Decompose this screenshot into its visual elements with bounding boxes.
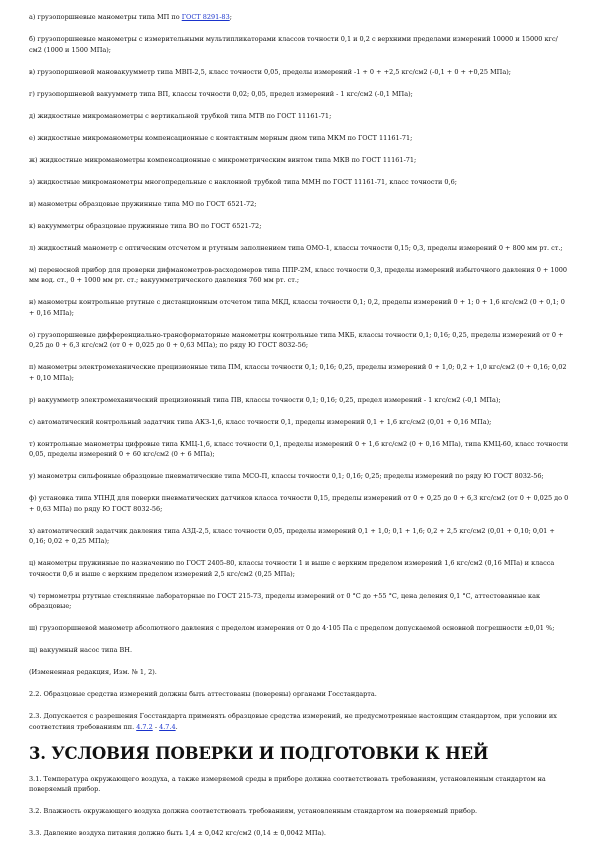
list-item: б) грузопоршневые манометры с измерительными мультипликаторами классов точности 0,1 и 0,2 с верхними пределами измерений 10000 и 15000 кгс/см2 (1000 и 1500 МПа); [29, 35, 558, 54]
section-heading: 3. УСЛОВИЯ ПОВЕРКИ И ПОДГОТОВКИ К НЕЙ [29, 743, 489, 763]
list-item: л) жидкостный манометр с оптическим отсчетом и ртутным заполнением типа ОМО-1, классы точности 0,15; 0,3, пределы измерений 0 + 800 мм рт. ст.; [29, 243, 563, 252]
list-item: ч) термометры ртутные стеклянные лабораторные по ГОСТ 215-73, пределы измерений от 0 °С до +55 °С, цена деления 0,1 °С, аттестованные как образцовые; [29, 591, 541, 610]
list-item: ц) манометры пружинные по назначению по ГОСТ 2405-80, классы точности 1 и выше с верхним пределом измерений 1,6 кгс/см2 (0,16 МПа) и класса точности 0,6 и выше с верхним пределом измерений 2,5 кгс/см2 (0,25 МПа); [29, 559, 555, 578]
list-item: д) жидкостные микроманометры с вертикальной трубкой типа МТВ по ГОСТ 11161-71; [29, 111, 332, 120]
list-item: ж) жидкостные микроманометры компенсационные с микрометрическим винтом типа МКВ по ГОСТ 11161-71; [29, 155, 417, 164]
paragraph-text: - [152, 722, 160, 731]
list-item: в) грузопоршневой мановакуумметр типа МВП-2,5, класс точности 0,05, пределы измерений -1 + 0 + +2,5 кгс/см2 (-0,1 + 0 + +0,25 МПа); [29, 67, 511, 76]
document-body [29, 12, 569, 850]
clause-2-2: 2.2. Образцовые средства измерений должны быть аттестованы (поверены) органами Госстандарта. [29, 690, 377, 698]
list-item: р) вакуумметр электромеханический прецизионный типа ПВ, классы точности 0,1; 0,16; 0,25, предел измерений - 1 кгс/см2 (-0,1 МПа); [29, 395, 501, 404]
list-item: у) манометры сильфонные образцовые пневматические типа МСО-П, классы точности 0,1; 0,16; 0,25; пределы измерений по ряду Ю ГОСТ 8032-56; [29, 472, 544, 480]
list-item: з) жидкостные микроманометры многопредельные с наклонной трубкой типа ММН по ГОСТ 11161-71, класс точности 0,6; [29, 177, 457, 186]
list-item: и) манометры образцовые пружинные типа МО по ГОСТ 6521-72; [29, 199, 257, 208]
list-item: с) автоматический контрольный задатчик типа АКЗ-1,6, класс точности 0,1, пределы измерений 0,1 + 1,6 кгс/см2 (0,01 + 0,16 МПа); [29, 417, 492, 426]
list-item: ф) установка типа УПНД для поверки пневматических датчиков класса точности 0,15, пределы измерений от 0 + 0,25 до 0 + 6,3 кгс/см2 (от 0 + 0,025 до 0 + 0,63 МПа) по ряду Ю ГОСТ 8032-56; [29, 494, 569, 513]
list-item: х) автоматический задатчик давления типа АЗД-2,5, класс точности 0,05, пределы измерений 0,1 + 1,0; 0,1 + 1,6; 0,2 + 2,5 кгс/см2 (0,01 + 0,10; 0,01 + 0,16; 0,02 + 0,25 МПа); [29, 526, 555, 545]
list-item: к) вакуумметры образцовые пружинные типа ВО по ГОСТ 6521-72; [29, 221, 262, 230]
list-item: п) манометры электромеханические прецизионные типа ПМ, классы точности 0,1; 0,16; 0,25, пределы измерений 0 + 1,0; 0,2 + 1,0 кгс/см2 (0 + 0,16; 0,02 + 0,10 МПа); [29, 363, 567, 382]
clause-3-2: 3.2. Влажность окружающего воздуха должна соответствовать требованиям, установленным стандартом на поверяемый прибор. [29, 807, 478, 815]
paragraph-text: 2.3. Допускается с разрешения Госстандарта применять образцовые средства измерений, не предусмотренные настоящим стандартом, при условии их соответствия требованиям пп. [29, 712, 557, 731]
clause-2-3 [29, 711, 569, 732]
gost-link[interactable]: ГОСТ 8291-83 [181, 13, 230, 21]
list-item: ш) грузопоршневой манометр абсолютного давления с пределом измерения от 0 до 4·105 Па с пределом допускаемой основной погрешности ±0,01 %; [29, 624, 555, 632]
clause-3-3: 3.3. Давление воздуха питания должно быть 1,4 ± 0,042 кгс/см2 (0,14 ± 0,0042 МПа). [29, 829, 326, 837]
list-item: о) грузопоршневые дифференциально-трансформаторные манометры контрольные типа МКБ, классы точности 0,1; 0,16; 0,25, пределы измерений от 0 + 0,25 до 0 + 6,3 кгс/см2 (от 0 + 0,025 до 0 + 0,63 МПа); по ряду Ю ГОСТ 8032-56; [29, 330, 564, 349]
list-item: т) контрольные манометры цифровые типа КМЦ-1,6, класс точности 0,1, пределы измерений 0 + 1,6 кгс/см2 (0 + 0,16 МПа), типа КМЦ-60, класс точности 0,05, пределы измерений 0 + 60 кгс/см2 (0 + 6 МПа); [29, 439, 569, 458]
amendment-note: (Измененная редакция, Изм. № 1, 2). [29, 668, 157, 676]
paragraph-text: . [175, 722, 178, 731]
list-item [29, 12, 569, 23]
list-item: е) жидкостные микроманометры компенсационные с контактным мерным дном типа МКМ по ГОСТ 11161-71; [29, 133, 413, 142]
list-item: щ) вакуумный насос типа ВН. [29, 646, 133, 654]
list-item: г) грузопоршневой вакуумметр типа ВП, классы точности 0,02; 0,05, предел измерений - 1 кгс/см2 (-0,1 МПа); [29, 89, 413, 98]
list-item: м) переносной прибор для проверки дифманометров-расходомеров типа ППР-2М, класс точности 0,3, пределы измерений избыточного давления 0 + 1000 мм вод. ст., 0 + 1000 мм рт. ст.; вакуумметрического давления 760 мм рт. ст.; [29, 265, 567, 284]
clause-3-1: 3.1. Температура окружающего воздуха, а также измеряемой среды в приборе должна соответствовать требованиям, установленным стандартом на поверяемый прибор. [29, 774, 546, 793]
paragraph-text: а) грузопоршневые манометры типа МП по [29, 13, 182, 21]
list-item: н) манометры контрольные ртутные с дистанционным отсчетом типа МКД, классы точности 0,1; 0,2, пределы измерений 0 + 1; 0 + 1,6 кгс/см2 (0 + 0,1; 0 + 0,16 МПа); [29, 298, 565, 317]
clause-link-4-7-4[interactable]: 4.7.4 [159, 722, 176, 731]
paragraph-text: ; [229, 13, 232, 21]
clause-link-4-7-2[interactable]: 4.7.2 [136, 722, 153, 731]
